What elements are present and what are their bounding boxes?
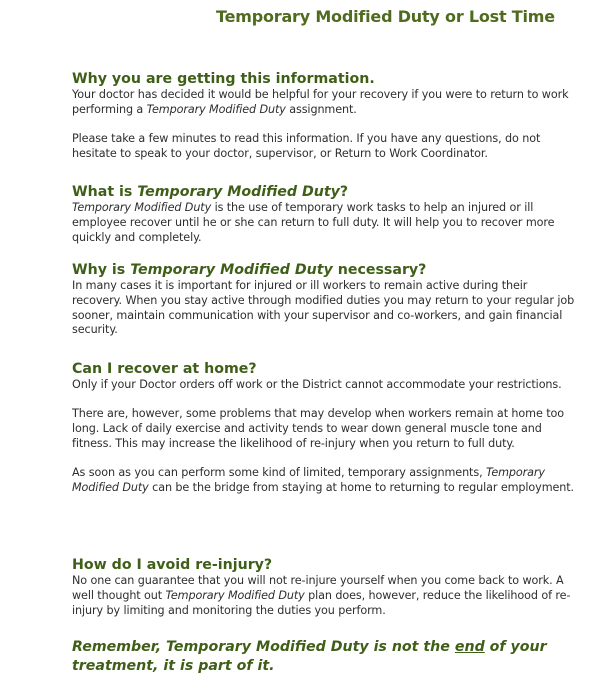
text-run: assignment.	[285, 102, 357, 116]
closing-reminder	[72, 638, 572, 676]
section-avoid-reinjury	[72, 556, 580, 618]
section-paragraph: There are, however, some problems that may develop when workers remain at home too long. Lack of daily exercise and activity tends to wear down general muscle tone and fitness. This may increase the likelihood of re-injury when you return to full duty.	[72, 407, 564, 450]
section-why-necessary	[72, 261, 580, 338]
section-heading: How do I avoid re-injury?	[72, 557, 273, 573]
text-run: is the use of temporary work tasks to help an injured or ill employee recover until he or she can return to full duty. It will help you to recover more quickly and completely.	[72, 201, 555, 244]
text-run: What is	[72, 184, 138, 200]
section-what-is	[72, 183, 580, 245]
section-paragraph	[72, 574, 580, 618]
text-run: can be the bridge from staying at home to returning to regular employment.	[148, 480, 575, 494]
section-heading: Why you are getting this information.	[72, 71, 375, 87]
section-heading	[72, 261, 580, 279]
text-run: of your treatment, it is part of it.	[72, 639, 547, 674]
section-recover-at-home	[72, 360, 580, 496]
text-run: No one can guarantee that you will not re-injure yourself when you come back to work. A well thought out	[72, 574, 564, 602]
text-run: necessary?	[332, 262, 427, 278]
italic-term: Temporary Modified Duty	[137, 184, 340, 200]
underlined-word: end	[454, 639, 485, 655]
italic-term: Temporary Modified Duty	[72, 466, 545, 494]
italic-term: Temporary Modified Duty	[146, 102, 286, 116]
italic-term: Temporary Modified Duty	[165, 588, 305, 602]
text-run: plan does, however, reduce the likelihood of re-injury by limiting and monitoring the duties you perform.	[72, 588, 571, 617]
document-title: Temporary Modified Duty or Lost Time	[216, 7, 555, 26]
section-why-information	[72, 70, 580, 162]
section-heading	[72, 183, 580, 201]
section-heading: Can I recover at home?	[72, 361, 257, 377]
text-run: Why is	[72, 262, 131, 278]
italic-term: Temporary Modified Duty	[130, 262, 333, 278]
text-run: As soon as you can perform some kind of limited, temporary assignments,	[72, 466, 486, 480]
text-run: Your doctor has decided it would be helpful for your recovery if you were to return to work performing a	[72, 88, 569, 116]
section-paragraph	[72, 466, 580, 496]
section-paragraph: Please take a few minutes to read this information. If you have any questions, do not hesitate to speak to your doctor, supervisor, or Return to Work Coordinator.	[72, 132, 541, 160]
italic-term: Temporary Modified Duty	[72, 201, 212, 214]
text-run: ?	[339, 184, 349, 200]
text-run: Remember, Temporary Modified Duty is not the	[72, 639, 455, 655]
section-paragraph: In many cases it is important for injured or ill workers to remain active during their recovery. When you stay active through modified duties you may return to your regular job sooner, maintain communication with your supervisor and co-workers, and gain financial security.	[72, 279, 575, 337]
section-paragraph	[72, 88, 580, 118]
section-paragraph: Only if your Doctor orders off work or the District cannot accommodate your restrictions.	[72, 378, 562, 391]
section-paragraph	[72, 201, 580, 245]
